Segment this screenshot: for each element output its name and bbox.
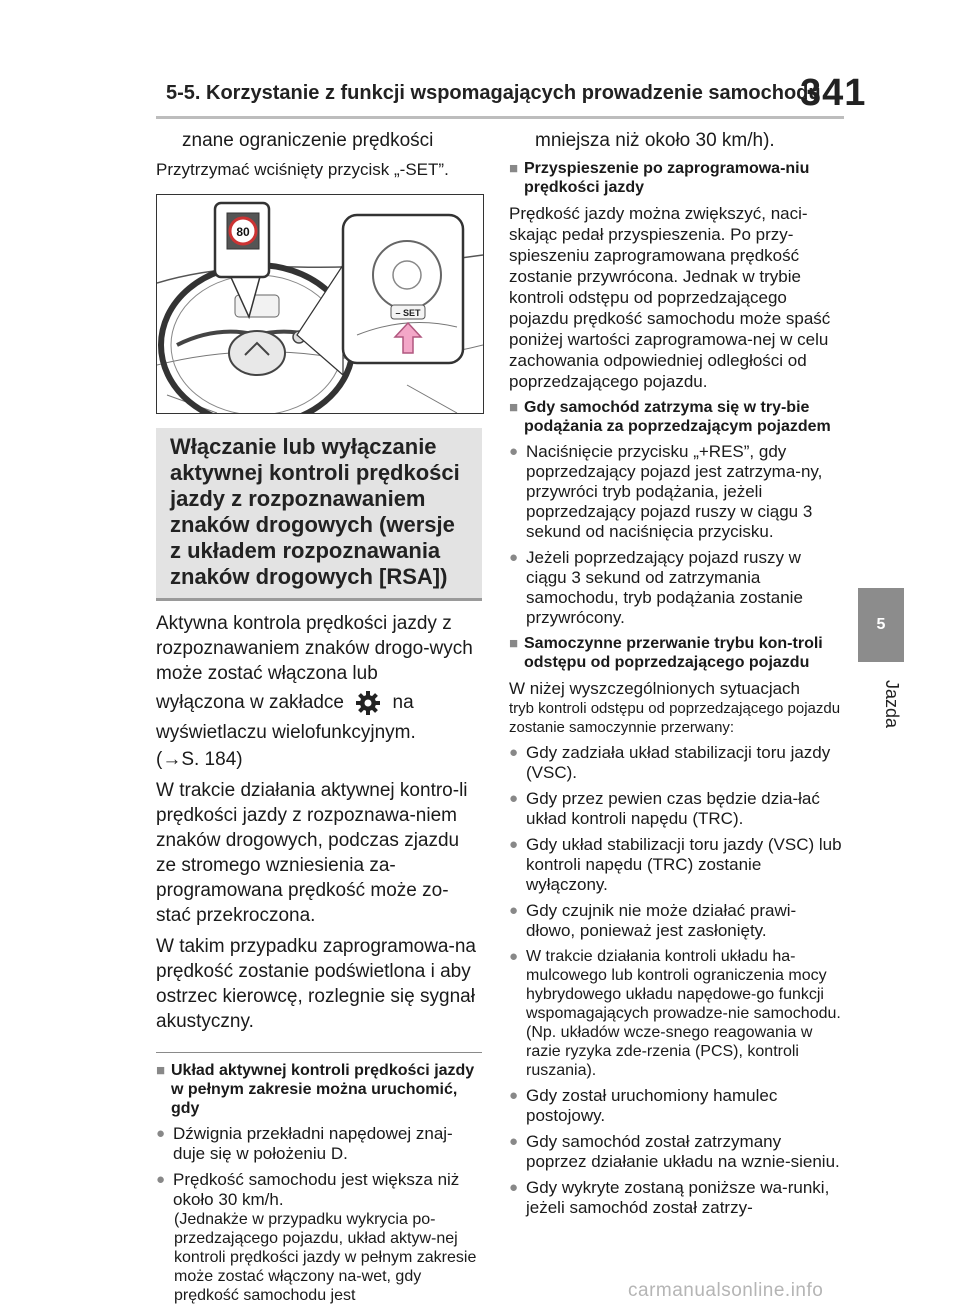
list-item: ● Gdy wykryte zostaną poniższe wa-runki, jeżeli samochód został zatrzy-: [509, 1178, 830, 1217]
square-bullet-icon: ■: [509, 160, 519, 177]
list-item: ● W trakcie działania kontroli układu ha-mulcowego lub kontroli ograniczenia mocy hybrydowego układu napędowe-go funkcji wspomagających prowadze-nie samochodu. (Np. układów wcze-snego reagowania w razie ryzyka zde-rzenia (PCS), kontroli ruszania).: [509, 948, 841, 1079]
auto-cancel-intro-b: tryb kontroli odstępu od poprzedzającego pojazdu zostanie samoczynnie przerwany:: [509, 700, 841, 736]
right-column: [509, 124, 843, 1224]
square-bullet-icon: ■: [156, 1062, 166, 1079]
chapter-tab[interactable]: 5: [858, 588, 904, 662]
continuation-line: mniejsza niż około 30 km/h).: [535, 130, 775, 151]
list-item: ● Gdy przez pewien czas będzie dzia-łać układ kontroli napędu (TRC).: [509, 789, 820, 828]
acceleration-para: Prędkość jazdy można zwiększyć, naci-skając pedał przyspieszenia. Po przy-spieszeniu zaprogramowana prędkość zostanie przywrócona. Jednak w trybie kontroli odstępu od poprzedzającego pojazdu prędkość samochodu może spaść poniżej wartości zaprogramowa-nej w celu zachowania odpowiedniej odległości od poprzedzającego pojazdu.: [509, 204, 831, 391]
steering-wheel-illustration: [157, 195, 483, 413]
list-item: ● Dźwignia przekładni napędowej znaj-duje się w położeniu D.: [156, 1124, 453, 1163]
page-number: 341: [800, 72, 867, 114]
dot-bullet-icon: ●: [509, 948, 519, 965]
set-button-label: – SET: [395, 308, 421, 318]
dot-bullet-icon: ●: [156, 1171, 166, 1188]
section-title: Włączanie lub wyłączanie aktywnej kontroli prędkości jazdy z rozpoznawaniem znaków drogowych (wersje z układem rozpoznawania znaków drogowych [RSA]): [170, 434, 460, 589]
activation-para-b-after: na: [392, 692, 414, 714]
dot-bullet-icon: ●: [509, 902, 519, 919]
page-reference-link[interactable]: (→S. 184): [156, 749, 243, 770]
dot-bullet-icon: ●: [509, 1179, 519, 1196]
acceleration-heading: ■ Przyspieszenie po zaprogramowa-niu prędkości jazdy: [509, 160, 810, 196]
dot-bullet-icon: ●: [509, 1087, 519, 1104]
speed-sign-value: 80: [236, 225, 250, 239]
square-bullet-icon: ■: [509, 635, 519, 652]
hold-instruction: Przytrzymać wciśnięty przycisk „-SET”.: [156, 160, 449, 179]
auto-cancel-intro-a: W niżej wyszczególnionych sytuacjach: [509, 679, 801, 698]
warning-para: W takim przypadku zaprogramowa-na prędkość zostanie podświetlona i aby ostrzec kierowcę, rozlegnie się sygnał akustyczny.: [156, 936, 476, 1032]
dot-bullet-icon: ●: [509, 1133, 519, 1150]
list-item: ● Gdy zadziała układ stabilizacji toru jazdy (VSC).: [509, 743, 831, 782]
list-item: ● Gdy czujnik nie może działać prawi-dłowo, ponieważ jest zasłonięty.: [509, 901, 797, 940]
dot-bullet-icon: ●: [509, 744, 519, 761]
list-item: ● Gdy samochód został zatrzymany poprzez działanie układu na wznie-sieniu.: [509, 1132, 840, 1171]
watermark: carmanualsonline.info: [628, 1280, 824, 1301]
chapter-label: Jazda: [882, 680, 902, 729]
dot-bullet-icon: ●: [509, 790, 519, 807]
dot-bullet-icon: ●: [509, 443, 519, 460]
square-bullet-icon: ■: [509, 399, 519, 416]
list-item: ● Gdy układ stabilizacji toru jazdy (VSC) lub kontroli napędu (TRC) zostanie wyłączony.: [509, 835, 842, 894]
bullet-note: (Jednakże w przypadku wykrycia po-przedzającego pojazdu, układ aktyw-nej kontroli prędkości jazdy w pełnym zakresie może zostać włączony na-wet, gdy prędkość samochodu jest: [174, 1211, 477, 1304]
list-item: ● Naciśnięcie przycisku „+RES”, gdy poprzedzający pojazd jest zatrzyma-ny, przywróci tryb podążania, jeżeli poprzedzający pojazd ruszy w ciągu 3 sekund od naciśnięcia przycisku.: [509, 442, 823, 541]
auto-cancel-heading: ■ Samoczynne przerwanie trybu kon-troli odstępu od poprzedzającego pojazdu: [509, 635, 823, 671]
activation-para-b: [156, 690, 482, 716]
left-column: [156, 124, 482, 1305]
dot-bullet-icon: ●: [509, 549, 519, 566]
gear-icon: [355, 690, 381, 716]
activation-para-c: wyświetlaczu wielofunkcyjnym.: [156, 722, 416, 743]
section-heading-box: [156, 428, 482, 601]
header-rule: [156, 116, 844, 119]
dot-bullet-icon: ●: [156, 1125, 166, 1142]
steering-wheel-figure: [156, 194, 484, 414]
list-item: ● Gdy został uruchomiony hamulec postojowy.: [509, 1086, 778, 1125]
downhill-para: W trakcie działania aktywnej kontro-li prędkości jazdy z rozpoznawa-niem znaków drogowych, podczas zjazdu ze stromego wzniesienia za-programowana prędkość może zo-stać przekroczona.: [156, 780, 468, 926]
section-divider: [156, 1052, 482, 1053]
activation-para-b-before: wyłączona w zakładce: [156, 692, 344, 714]
list-item: ● Jeżeli poprzedzający pojazd ruszy w ciągu 3 sekund od zatrzymania samochodu, tryb podążania zostanie przywrócony.: [509, 548, 803, 627]
intro-line: znane ograniczenie prędkości: [182, 130, 434, 151]
page-header-title: 5-5. Korzystanie z funkcji wspomagających prowadzenie samochodu: [166, 82, 821, 104]
stop-follow-heading: ■ Gdy samochód zatrzyma się w try-bie podążania za poprzedzającym pojazdem: [509, 399, 831, 435]
dot-bullet-icon: ●: [509, 836, 519, 853]
activation-para-a: Aktywna kontrola prędkości jazdy z rozpoznawaniem znaków drogo-wych może zostać włączona lub: [156, 613, 473, 684]
list-item: ● Prędkość samochodu jest większa niż około 30 km/h.: [156, 1170, 460, 1209]
full-range-heading: ■ Układ aktywnej kontroli prędkości jazdy w pełnym zakresie można uruchomić, gdy: [156, 1062, 475, 1117]
